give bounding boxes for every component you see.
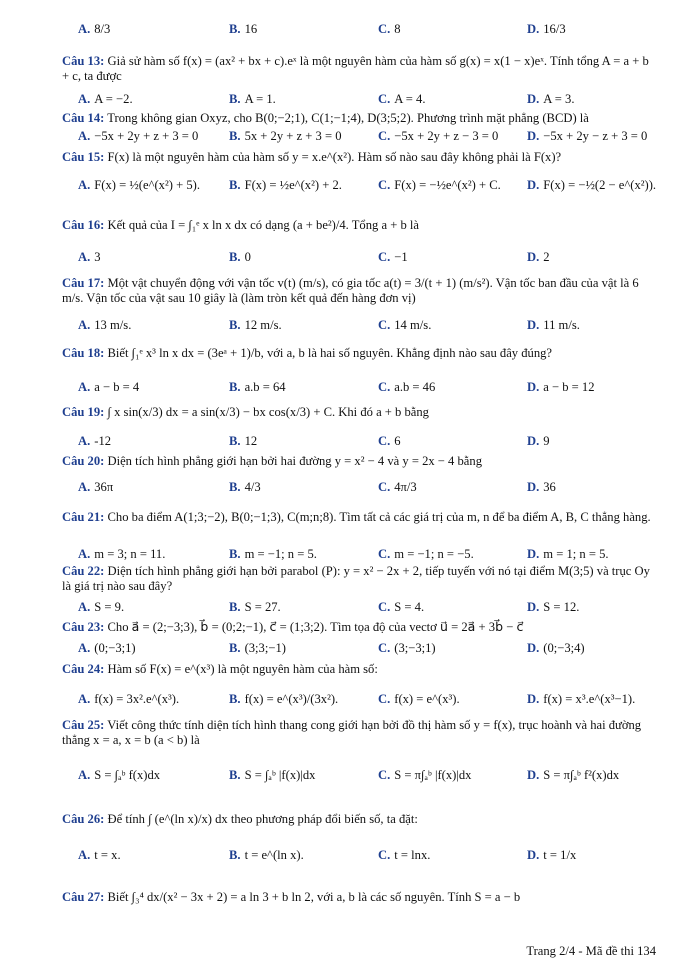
- question-22: Câu 22: Diện tích hình phẳng giới hạn bởi parabol (P): y = x² − 2x + 2, tiếp tuyến với nó tại điểm M(3;5) và trục Oy là giá trị nào sau đây?: [62, 564, 650, 593]
- q26-option-a: A. t = x.: [78, 848, 121, 862]
- question-13: Câu 13: Giả sử hàm số f(x) = (ax² + bx + c).eˣ là một nguyên hàm của hàm số g(x) = x(1 − x)eˣ. Tính tổng A = a + b + c, ta được: [62, 54, 649, 83]
- q18-option-d: D. a − b = 12: [527, 380, 595, 394]
- q25-option-c: C. S = π∫ₐᵇ |f(x)|dx: [378, 768, 472, 782]
- q21-option-a: A. m = 3; n = 11.: [78, 547, 166, 561]
- question-19: Câu 19: ∫ x sin(x/3) dx = a sin(x/3) − bx cos(x/3) + C. Khi đó a + b bằng: [62, 405, 429, 419]
- q22-options: [0, 600, 686, 620]
- q17-option-d: D. 11 m/s.: [527, 318, 580, 332]
- q22-option-c: C. S = 4.: [378, 600, 425, 614]
- q24-options: [0, 692, 686, 712]
- q12-options: [0, 22, 686, 42]
- q12-option-c: C. 8: [378, 22, 401, 36]
- q16-option-a: A. 3: [78, 250, 101, 264]
- q17-option-b: B. 12 m/s.: [229, 318, 282, 332]
- q22-option-a: A. S = 9.: [78, 600, 125, 614]
- q26-option-c: C. t = lnx.: [378, 848, 431, 862]
- q24-option-a: A. f(x) = 3x².e^(x³).: [78, 692, 180, 706]
- q14-options: [0, 129, 686, 149]
- q17-option-a: A. 13 m/s.: [78, 318, 132, 332]
- q21-option-b: B. m = −1; n = 5.: [229, 547, 317, 561]
- q25-option-a: A. S = ∫ₐᵇ f(x)dx: [78, 768, 161, 782]
- q16-options: [0, 250, 686, 270]
- q13-option-d: D. A = 3.: [527, 92, 575, 106]
- q21-option-d: D. m = 1; n = 5.: [527, 547, 609, 561]
- q24-option-d: D. f(x) = x³.e^(x³−1).: [527, 692, 636, 706]
- q13-option-b: B. A = 1.: [229, 92, 276, 106]
- q20-options: [0, 480, 686, 500]
- question-24: Câu 24: Hàm số F(x) = e^(x³) là một nguyên hàm của hàm số:: [62, 662, 378, 676]
- q23-option-d: D. (0;−3;4): [527, 641, 585, 655]
- q24-option-c: C. f(x) = e^(x³).: [378, 692, 460, 706]
- q15-option-c: C. F(x) = −½e^(x²) + C.: [378, 178, 501, 192]
- q26-option-b: B. t = e^(ln x).: [229, 848, 304, 862]
- q24-option-b: B. f(x) = e^(x³)/(3x²).: [229, 692, 339, 706]
- q26-options: [0, 848, 686, 868]
- q13-options: [0, 92, 686, 112]
- q14-option-d: D. −5x + 2y − z + 3 = 0: [527, 129, 648, 143]
- page-footer: Trang 2/4 - Mã đề thi 134: [526, 944, 656, 958]
- q18-option-b: B. a.b = 64: [229, 380, 286, 394]
- q25-option-b: B. S = ∫ₐᵇ |f(x)|dx: [229, 768, 316, 782]
- q16-option-d: D. 2: [527, 250, 550, 264]
- q14-option-c: C. −5x + 2y + z − 3 = 0: [378, 129, 499, 143]
- q22-option-d: D. S = 12.: [527, 600, 580, 614]
- question-21: Câu 21: Cho ba điểm A(1;3;−2), B(0;−1;3), C(m;n;8). Tìm tất cả các giá trị của m, n để ba điểm A, B, C thẳng hàng.: [62, 510, 651, 524]
- question-20: Câu 20: Diện tích hình phẳng giới hạn bởi hai đường y = x² − 4 và y = 2x − 4 bằng: [62, 454, 482, 468]
- question-25: Câu 25: Viết công thức tính diện tích hình thang cong giới hạn bởi đồ thị hàm số y = f(x), trục hoành và hai đường thẳng x = a, x = b (a < b) là: [62, 718, 642, 747]
- q19-option-a: A. -12: [78, 434, 112, 448]
- q23-option-a: A. (0;−3;1): [78, 641, 136, 655]
- question-26: Câu 26: Để tính ∫ (e^(ln x)/x) dx theo phương pháp đổi biến số, ta đặt:: [62, 812, 418, 826]
- q13-option-c: C. A = 4.: [378, 92, 426, 106]
- q19-options: [0, 434, 686, 454]
- q12-option-a: A. 8/3: [78, 22, 111, 36]
- q12-option-d: D. 16/3: [527, 22, 566, 36]
- q17-options: [0, 318, 686, 338]
- q20-option-a: A. 36π: [78, 480, 114, 494]
- q20-option-b: B. 4/3: [229, 480, 261, 494]
- q25-options: [0, 768, 686, 788]
- q18-option-c: C. a.b = 46: [378, 380, 436, 394]
- question-23: Câu 23: Cho a⃗ = (2;−3;3), b⃗ = (0;2;−1), c⃗ = (1;3;2). Tìm tọa độ của vectơ u⃗ = 2a⃗ + 3b⃗ − c⃗: [62, 620, 524, 634]
- question-18: Câu 18: Biết ∫₁ᵉ x³ ln x dx = (3eᵃ + 1)/b, với a, b là hai số nguyên. Khẳng định nào sau đây đúng?: [62, 346, 553, 360]
- question-14: Câu 14: Trong không gian Oxyz, cho B(0;−2;1), C(1;−1;4), D(3;5;2). Phương trình mặt phẳng (BCD) là: [62, 111, 589, 125]
- q15-option-a: A. F(x) = ½(e^(x²) + 5).: [78, 178, 200, 192]
- q15-options: [0, 178, 686, 198]
- q14-option-b: B. 5x + 2y + z + 3 = 0: [229, 129, 342, 143]
- q18-option-a: A. a − b = 4: [78, 380, 140, 394]
- q26-option-d: D. t = 1/x: [527, 848, 577, 862]
- q20-option-d: D. 36: [527, 480, 556, 494]
- question-27: Câu 27: Biết ∫₃⁴ dx/(x² − 3x + 2) = a ln 3 + b ln 2, với a, b là các số nguyên. Tính S = a − b: [62, 890, 521, 904]
- q20-option-c: C. 4π/3: [378, 480, 417, 494]
- q13-option-a: A. A = −2.: [78, 92, 133, 106]
- question-16: Câu 16: Kết quả của I = ∫₁ᵉ x ln x dx có dạng (a + be²)/4. Tổng a + b là: [62, 218, 419, 232]
- q23-option-c: C. (3;−3;1): [378, 641, 436, 655]
- question-15: Câu 15: F(x) là một nguyên hàm của hàm số y = x.e^(x²). Hàm số nào sau đây không phải là F(x)?: [62, 150, 562, 164]
- q23-options: [0, 641, 686, 661]
- q16-option-c: C. −1: [378, 250, 408, 264]
- q15-option-d: D. F(x) = −½(2 − e^(x²)).: [527, 178, 657, 192]
- q15-option-b: B. F(x) = ½e^(x²) + 2.: [229, 178, 342, 192]
- q17-option-c: C. 14 m/s.: [378, 318, 432, 332]
- q19-option-b: B. 12: [229, 434, 258, 448]
- q19-option-d: D. 9: [527, 434, 550, 448]
- q25-option-d: D. S = π∫ₐᵇ f²(x)dx: [527, 768, 620, 782]
- q18-options: [0, 380, 686, 400]
- q21-option-c: C. m = −1; n = −5.: [378, 547, 474, 561]
- q14-option-a: A. −5x + 2y + z + 3 = 0: [78, 129, 199, 143]
- q19-option-c: C. 6: [378, 434, 401, 448]
- q23-option-b: B. (3;3;−1): [229, 641, 286, 655]
- q22-option-b: B. S = 27.: [229, 600, 281, 614]
- q12-option-b: B. 16: [229, 22, 258, 36]
- q16-option-b: B. 0: [229, 250, 251, 264]
- question-17: Câu 17: Một vật chuyển động với vận tốc v(t) (m/s), có gia tốc a(t) = 3/(t + 1) (m/s²). Vận tốc ban đầu của vật là 6 m/s. Vận tốc của vật sau 10 giây là (làm tròn kết quả đến hàng đơn vị): [62, 276, 639, 305]
